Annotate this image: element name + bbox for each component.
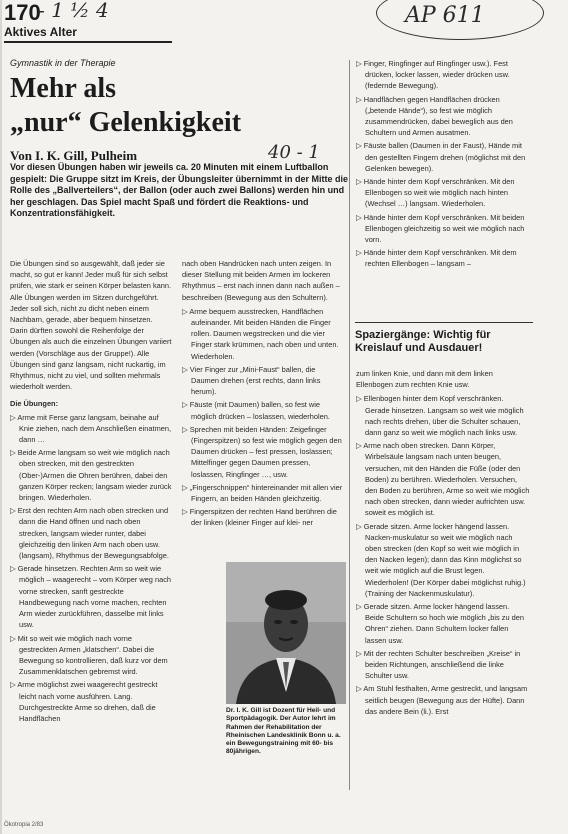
exercise-item: ▷ „Fingerschnippen“ hintereinander mit allen vier Fingern, an beiden Händen gleichzeitig. [182, 482, 343, 504]
column-1 [10, 258, 172, 726]
exercise-item: ▷ Finger, Ringfinger auf Ringfinger usw.). Fest drücken, locker lassen, wieder drücken usw. (federnde Bewegung). [356, 59, 510, 91]
archive-code: AP 611 [405, 3, 485, 28]
exercise-item: ▷ Sprechen mit beiden Händen: Zeigefinger (Fingerspitzen) so fest wie möglich gegen den Daumen drücken – fest pressen, loslassen; Mittelfinger gegen Daumen pressen, loslassen, Ringfinger …, usw. [182, 424, 342, 479]
exercise-item: ▷ Fäuste ballen (Daumen in der Faust), Hände mit den gestellten Fingern drehen (möglichst mit den Gelenken bewegen). [356, 141, 526, 173]
exercise-item: ▷ Beide Arme langsam so weit wie möglich nach oben strecken, mit den gestreckten (Ober-)Armen die Ohren berühren, dabei den ganzen Körper recken; langsam wieder zurück bringen. Wiederholen. [10, 448, 172, 503]
exercise-text: Arme möglichst zwei waagerecht gestreckt leicht nach vorne ausführen. Lang. Durchgestreckte Arme so drehen, daß die Handflächen [17, 680, 158, 723]
exercise-text: Gerade sitzen. Arme locker hängend lassen. Beide Schultern so hoch wie möglich „bis zu den Ohren“ ziehen. Dann Schultern locker fallen lassen usw. [363, 602, 524, 645]
exercises-subhead: Die Übungen: [10, 399, 59, 409]
exercise-text: Arme nach oben strecken. Dann Körper, Wirbelsäule langsam nach unten beugen, versuchen, mit den Händen die Füße (oder den Boden) zu berühren. Wiederholen. Versuchen, den Boden zu berühren, Arme so weit wie möglich nach oben strecken, dann wieder aufrichten usw. soweit es möglich ist. [363, 441, 530, 518]
article-lead: Vor diesen Übungen haben wir jeweils ca. 20 Minuten mit einem Luftballon gespielt: Die Gruppe sitzt im Kreis, der Übungsleiter übernimmt in der Mitte die Rolle des „Ballverteilers“, der Ballon (oder auch zwei Ballons) werden hin und her geschlagen. Das Spiel macht Spaß und fördert die Reaktions- und Konzentrationsfähigkeit. [10, 162, 349, 218]
photo-caption: Dr. I. K. Gill ist Dozent für Heil- und Sportpädagogik. Der Autor lehrt im Rahmen der Rehabilitation der Rheinischen Landesklinik Bonn u. a. ein Bewegungstraining mit 60- bis 80jährigen. [226, 707, 341, 756]
exercise-item: ▷ Hände hinter dem Kopf verschränken. Mit beiden Ellenbogen gleichzeitig so weit wie möglich nach vorn. [356, 212, 525, 245]
exercise-item: ▷ Gerade hinsetzen. Rechten Arm so weit wie möglich – waagerecht – vom Körper weg nach vorne strecken, sanft gestreckte Handbewegung nach vorne machen, rechten Arm wieder zurückführen, dasselbe mit links usw. [10, 564, 171, 630]
exercise-text: Finger, Ringfinger auf Ringfinger usw.). Fest drücken, locker lassen, wieder drücken usw. (federnde Bewegung). [363, 59, 510, 91]
exercise-item: ▷ Hände hinter dem Kopf verschränken. Mit den Ellenbogen so weit wie möglich nach hinten (Wechsel …) langsam. Wiederholen. [356, 177, 515, 209]
exercise-text: Arme bequem ausstrecken, Handflächen aufeinander. Mit beiden Händen die Finger rollen. Daumen wegstrecken und die vier Finger stark krümmen, nach oben und unten. Wiederholen. [189, 306, 339, 361]
exercise-text: Gerade hinsetzen. Rechten Arm so weit wie möglich – waagerecht – vom Körper weg nach vorne strecken, sanft gestreckte Handbewegung nach vorne machen, rechten Arm wieder zurückführen, dasselbe mit links usw. [17, 564, 171, 630]
exercise-text: Mit der rechten Schulter beschreiben „Kreise“ in beiden Richtungen, anschließend die linke Schulter usw. [363, 648, 521, 681]
source-footer: Ökotropia 2/83 [4, 822, 44, 828]
exercise-item: ▷ Arme nach oben strecken. Dann Körper, Wirbelsäule langsam nach unten beugen, versuchen, mit den Händen die Füße (oder den Boden) zu berühren. Wiederholen. Versuchen, den Boden zu berühren, Arme so weit wie möglich nach oben strecken, dann wieder aufrichten usw. soweit es möglich ist. [356, 441, 530, 518]
exercise-item: ▷ Gerade sitzen. Arme locker hängend lassen. Nacken-muskulatur so weit wie möglich nach oben strecken (den Kopf so weit wie möglich in den Nacken legen); dann das Kinn möglichst so weit wie möglich auf die Brust legen. Wiederholen! (Der Körper dabei möglichst ruhig.) (Training der Nackenmuskulatur). [356, 521, 526, 598]
continued-paragraph: zum linken Knie, und dann mit dem linken Ellenbogen zum rechten Knie usw. [356, 369, 493, 390]
author-photo [226, 562, 346, 704]
intro-paragraph: Die Übungen sind so ausgewählt, daß jeder sie macht, so gut er kann! Jeder muß für sich selbst prüfen, wie stark er seinen Körper belasten kann. Alle Übungen werden im Sitzen durchgeführt. Jeder soll sich, nicht zu dicht neben einem Nachbarn, gerade, aber bequem hinsetzen. Darin dürften sowohl die Reihenfolge der Übungen als auch die einzelnen Übungen variiert werden (Vorschläge aus der Gruppe!). Alle Übungen sind ganz langsam, nicht ruckartig, im Rhythmus, nicht zu viel, und sollten mehrmals wiederholt werden. [10, 259, 172, 392]
exercise-item: ▷ Fäuste (mit Daumen) ballen, so fest wie möglich drücken – loslassen, wiederholen. [182, 400, 330, 421]
exercise-text: Hände hinter dem Kopf verschränken. Mit beiden Ellenbogen gleichzeitig so weit wie möglich nach vorn. [363, 212, 525, 245]
page-number: 170 [4, 0, 41, 25]
exercise-item: ▷ Vier Finger zur „Mini-Faust“ ballen, die Daumen drehen (erst rechts, dann links herum). [182, 364, 321, 397]
exercise-text: Handflächen gegen Handflächen drücken („betende Hände“), so fest wie möglich zusammendrücken, dabei beweglich aus den Schultern und Armen ausatmen. [363, 94, 513, 138]
exercise-text: Hände hinter dem Kopf verschränken. Mit den Ellenbogen so weit wie möglich nach hinten (Wechsel …) langsam. Wiederholen. [363, 177, 515, 209]
box-heading: Spaziergänge: Wichtig für Kreislauf und Ausdauer! [355, 322, 533, 355]
exercise-text: Mit so weit wie möglich nach vorne gestreckten Armen „klatschen“. Dabei die Bewegung so kontrollieren, daß kurz vor dem Zusammenklatschen gebremst wird. [17, 633, 168, 677]
continued-paragraph: nach oben Handrücken nach unten zeigen. In dieser Stellung mit beiden Armen im lockeren Rhythmus – erst nach innen dann nach außen – beschreiben (Bewegung aus den Schultern). [182, 259, 340, 302]
column-3-continued [356, 368, 530, 719]
exercise-item: ▷ Mit so weit wie möglich nach vorne gestreckten Armen „klatschen“. Dabei die Bewegung so kontrollieren, daß kurz vor dem Zusammenklatschen gebremst wird. [10, 633, 168, 677]
article-title-line1: Mehr als [10, 73, 117, 104]
exercise-text: Vier Finger zur „Mini-Faust“ ballen, die Daumen drehen (erst rechts, dann links herum). [189, 364, 321, 397]
exercise-text: Beide Arme langsam so weit wie möglich nach oben strecken, mit den gestreckten (Ober-)Armen die Ohren berühren, dabei den ganzen Körper recken; langsam wieder zurück bringen. Wiederholen. [17, 448, 172, 503]
exercise-item: ▷ Fingerspitzen der rechten Hand berühren die der linken (kleiner Finger auf klei- ner [182, 507, 337, 528]
exercise-text: Ellenbogen hinter dem Kopf verschränken. Gerade hinsetzen. Langsam so weit wie möglich nach rechts drehen, über die Schulter schauen, dann ganz so weit wie möglich nach links usw. [363, 394, 524, 438]
article-author: Von I. K. Gill, Pulheim [10, 148, 138, 163]
page-edge [0, 0, 2, 834]
article-kicker: Gymnastik in der Therapie [10, 58, 116, 68]
exercise-text: Erst den rechten Arm nach oben strecken und dann die Hand öffnen und nach oben strecken, langsam wieder runter, dabei gleichzeitig den linken Arm nach oben usw. (langsam), Rhythmus der Bewegungsabfolge. [17, 506, 169, 561]
section-rule [4, 41, 172, 43]
exercise-text: Am Stuhl festhalten, Arme gestreckt, und langsam seitlich beugen (Bewegung aus der Hüfte). Dann das andere Bein (li.). Erst [363, 684, 528, 716]
exercise-item: ▷ Ellenbogen hinter dem Kopf verschränken. Gerade hinsetzen. Langsam so weit wie möglich nach rechts drehen, über die Schulter schauen, dann ganz so weit wie möglich nach links usw. [356, 394, 524, 438]
section-label: Aktives Alter [4, 25, 77, 39]
column-divider [349, 60, 350, 790]
exercise-text: Fingerspitzen der rechten Hand berühren die der linken (kleiner Finger auf klei- ner [189, 507, 337, 528]
exercise-text: Fäuste (mit Daumen) ballen, so fest wie möglich drücken – loslassen, wiederholen. [189, 400, 330, 421]
exercise-text: Arme mit Ferse ganz langsam, beinahe auf Knie ziehen, nach dem Anschließen einatmen, dann … [17, 412, 172, 445]
exercise-text: Gerade sitzen. Arme locker hängend lassen. Nacken-muskulatur so weit wie möglich nach oben strecken (den Kopf so weit wie möglich in den Nacken legen); dann das Kinn möglichst so weit wie möglich auf die Brust legen. Wiederholen! (Der Körper dabei möglichst ruhig.) (Training der Nackenmuskulatur). [363, 521, 526, 598]
handwritten-note: - 1 ½ 4 [38, 0, 109, 22]
exercise-item: ▷ Arme möglichst zwei waagerecht gestreckt leicht nach vorne ausführen. Lang. Durchgestreckte Arme so drehen, daß die Handflächen [10, 680, 158, 723]
exercise-item: ▷ Hände hinter dem Kopf verschränken. Mit dem rechten Ellenbogen – langsam – [356, 248, 517, 269]
archive-stamp [376, 0, 544, 40]
exercise-item: ▷ Arme bequem ausstrecken, Handflächen aufeinander. Mit beiden Händen die Finger rollen. Daumen wegstrecken und die vier Finger stark krümmen, nach oben und unten. Wiederholen. [182, 306, 339, 361]
exercise-item: ▷ Erst den rechten Arm nach oben strecken und dann die Hand öffnen und nach oben strecken, langsam wieder runter, dabei gleichzeitig den linken Arm nach oben usw. (langsam), Rhythmus der Bewegungsabfolge. [10, 506, 169, 561]
exercise-item: ▷ Gerade sitzen. Arme locker hängend lassen. Beide Schultern so hoch wie möglich „bis zu den Ohren“ ziehen. Dann Schultern locker fallen lassen usw. [356, 602, 524, 645]
handwritten-range: 40 - 1 [268, 142, 320, 163]
article-title-line2: „nur“ Gelenkigkeit [10, 107, 242, 138]
column-2 [182, 258, 344, 531]
exercise-text: Hände hinter dem Kopf verschränken. Mit dem rechten Ellenbogen – langsam – [363, 248, 517, 269]
column-3 [356, 58, 530, 272]
exercise-text: „Fingerschnippen“ hintereinander mit allen vier Fingern, an beiden Händen gleichzeitig. [189, 482, 343, 504]
exercise-item: ▷ Mit der rechten Schulter beschreiben „Kreise“ in beiden Richtungen, anschließend die linke Schulter usw. [356, 648, 521, 681]
exercise-text: Sprechen mit beiden Händen: Zeigefinger (Fingerspitzen) so fest wie möglich gegen den Daumen drücken – fest pressen, loslassen; Mittelfinger gegen Daumen pressen, loslassen, Ringfinger …, usw. [189, 424, 342, 479]
exercise-item: ▷ Handflächen gegen Handflächen drücken („betende Hände“), so fest wie möglich zusammendrücken, dabei beweglich aus den Schultern und Armen ausatmen. [356, 94, 513, 138]
exercise-text: Fäuste ballen (Daumen in der Faust), Hände mit den gestellten Fingern drehen (möglichst mit den Gelenken bewegen). [363, 141, 526, 173]
exercise-item: ▷ Arme mit Ferse ganz langsam, beinahe auf Knie ziehen, nach dem Anschließen einatmen, dann … [10, 412, 172, 445]
exercise-item: ▷ Am Stuhl festhalten, Arme gestreckt, und langsam seitlich beugen (Bewegung aus der Hüfte). Dann das andere Bein (li.). Erst [356, 684, 528, 716]
